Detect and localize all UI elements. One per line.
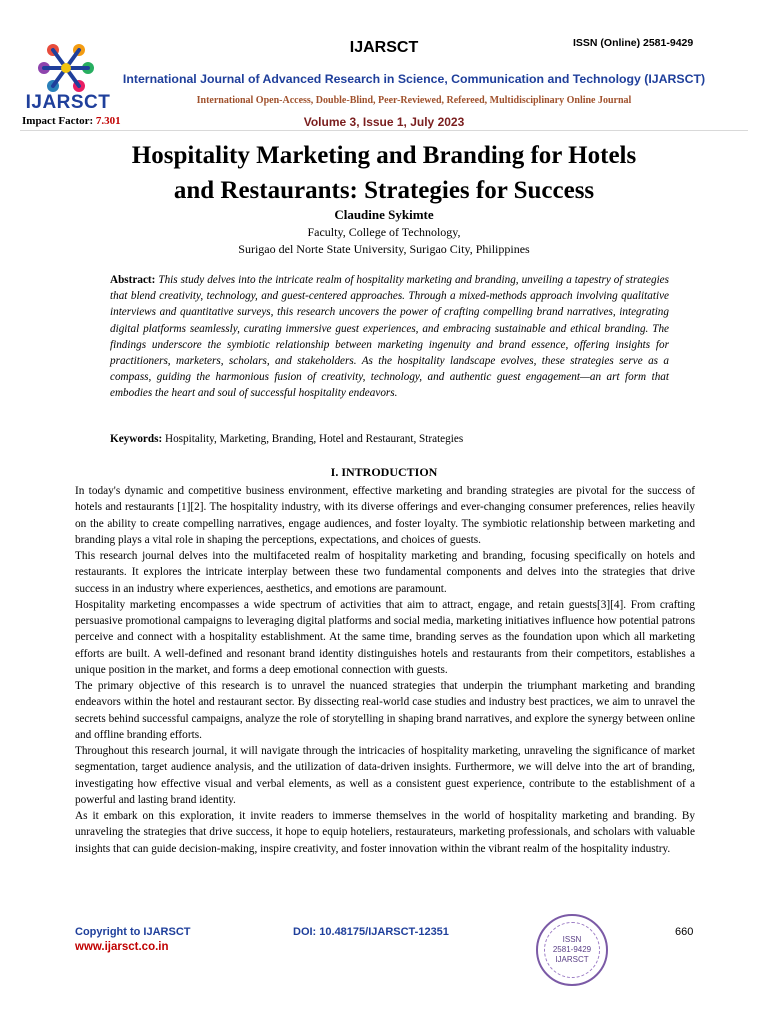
volume-issue: Volume 3, Issue 1, July 2023 xyxy=(303,115,465,129)
keywords xyxy=(110,433,669,445)
footer-doi: DOI: 10.48175/IJARSCT-12351 xyxy=(293,926,449,938)
seal-text xyxy=(538,935,606,965)
header-divider xyxy=(20,130,748,131)
title-line-1: Hospitality Marketing and Branding for Hotels xyxy=(131,142,637,169)
logo-wordmark: IJARSCT xyxy=(25,92,111,113)
title-line-2: and Restaurants: Strategies for Success xyxy=(173,177,595,204)
author-name: Claudine Sykimte xyxy=(334,207,434,222)
journal-abbreviation: IJARSCT xyxy=(349,39,419,56)
impact-factor-value: 7.301 xyxy=(95,115,121,127)
abstract-text: This study delves into the intricate realm of hospitality marketing and branding, unveiling a tapestry of strategies that blend creativity, technology, and guest-centered approaches. Through a mixed-methods approach involving qualitative interviews and quantitative surveys, this research uncovers the power of crafting compelling brand narratives, integrating digital platforms seamlessly, curating immersive guest experiences, and embracing sustainable and ethical branding. The findings underscore the symbiotic relationship between marketing ingenuity and brand essence, offering insights for practitioners, marketers, scholars, and stakeholders. As the hospitality landscape evolves, these strategies serve as a compass, guiding the harmonious fusion of creativity, technology, and authentic guest engagement—an art form that embodies the heart and soul of successful hospitality endeavors. xyxy=(110,274,669,400)
keywords-text: Hospitality, Marketing, Branding, Hotel and Restaurant, Strategies xyxy=(162,433,464,445)
introduction-body xyxy=(75,483,695,857)
paragraph: The primary objective of this research is to unravel the nuanced strategies that underpin the triumphant marketing and branding endeavors within the hotel and restaurant sector. By dissecting real-world case studies and industry best practices, we aim to unravel the secrets behind successful campaigns, analyze the role of storytelling in shaping brand narratives, and explore the synergy between online and offline branding efforts. xyxy=(75,680,695,741)
paragraph: In today's dynamic and competitive business environment, effective marketing and branding strategies are pivotal for the success of hotels and restaurants [1][2]. The hospitality industry, with its diverse offerings and ever-changing consumer preferences, relies heavily on the ability to create compelling narratives, engage audiences, and foster loyalty. The symbiotic relationship between marketing and branding plays a vital role in shaping the perceptions, expectations, and choices of guests. xyxy=(75,485,695,546)
impact-factor-label: Impact Factor: xyxy=(22,115,94,127)
journal-full-name: International Journal of Advanced Research in Science, Communication and Technology (IJARSCT) xyxy=(122,72,706,86)
section-heading: I. INTRODUCTION xyxy=(330,465,438,479)
paragraph: Throughout this research journal, it will navigate through the intricacies of hospitality marketing, unraveling the significance of market segmentation, target audience analysis, and the utilization of data-driven insights. Furthermore, we will delve into the art of branding, investigating how effective visual and verbal elements, as well as a consistent guest experience, contribute to the establishment of a powerful and lasting brand identity. xyxy=(75,745,695,806)
abstract xyxy=(110,272,669,402)
footer-copyright: Copyright to IJARSCT xyxy=(75,926,191,938)
affiliation-line-2: Surigao del Norte State University, Surigao City, Philippines xyxy=(238,242,530,256)
journal-description: International Open-Access, Double-Blind, Peer-Reviewed, Refereed, Multidisciplinary Online Journal xyxy=(196,95,632,106)
seal-line-3: IJARSCT xyxy=(555,955,589,964)
footer-website-link[interactable]: www.ijarsct.co.in xyxy=(75,941,169,953)
paragraph: As it embark on this exploration, it invite readers to immerse themselves in the world of hospitality marketing and branding. By unraveling the strategies that drive success, it hope to equip hoteliers, restaurateurs, marketing professionals, and scholars with valuable insights that can guide decision-making, inspire creativity, and foster innovation within the vibrant realm of the hospitality industry. xyxy=(75,810,695,855)
affiliation-line-1: Faculty, College of Technology, xyxy=(307,225,461,239)
keywords-label: Keywords: xyxy=(110,433,163,445)
seal-line-2: 2581-9429 xyxy=(552,945,592,954)
author-affiliation xyxy=(0,224,768,258)
paragraph: Hospitality marketing encompasses a wide spectrum of activities that aim to attract, engage, and retain guests[3][4]. From crafting persuasive promotional campaigns to leveraging digital platforms and social media, marketing initiatives influence how potential patrons perceive and connect with a hospitality establishment. At the same time, branding serves as the foundation upon which all marketing efforts are built. A well-defined and resonant brand identity distinguishes hotels and restaurants from their competitors, establishes a unique position in the market, and forms a deep emotional connection with guests. xyxy=(75,598,695,676)
abstract-label: Abstract: xyxy=(110,274,156,286)
paper-title xyxy=(40,138,728,208)
page-number: 660 xyxy=(675,926,694,938)
issn-online: ISSN (Online) 2581-9429 xyxy=(573,37,694,49)
seal-line-1: ISSN xyxy=(562,935,582,944)
issn-seal-icon xyxy=(536,914,608,986)
paragraph: This research journal delves into the multifaceted realm of hospitality marketing and branding, focusing specifically on hotels and restaurants. It explores the intricate interplay between these two fundamental components and delves into the strategies that drive success in an industry where experiences, aesthetics, and emotions are paramount. xyxy=(75,550,695,595)
